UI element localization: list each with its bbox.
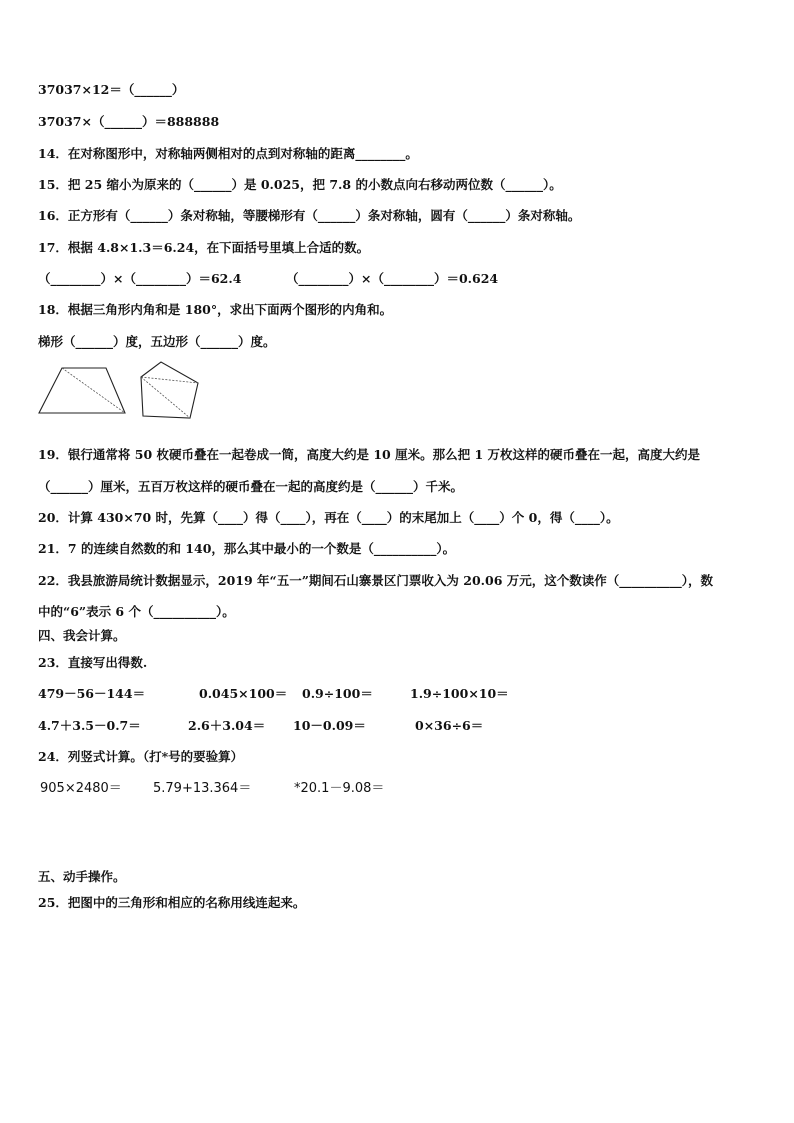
calc-item: 0.9÷100＝ [302,686,373,701]
question-14: 14．在对称图形中，对称轴两侧相对的点到对称轴的距离________。 [38,146,418,161]
question-17: 17．根据 4.8×1.3＝6.24，在下面括号里填上合适的数。 [38,240,370,255]
trapezoid-pentagon-figure [36,356,206,420]
calc-item: 0×36÷6＝ [415,718,484,733]
question-21: 21．7 的连续自然数的和 140，那么其中最小的一个数是（__________）。 [38,541,456,556]
pentagon-shape [141,362,198,418]
question-15: 15．把 25 缩小为原来的（______）是 0.025，把 7.8 的小数点向右移动两位数（______）。 [38,177,562,192]
question-22: 22．我县旅游局统计数据显示，2019 年“五一”期间石山寨景区门票收入为 20.06 万元，这个数读作（__________），数 [38,573,714,588]
question-23: 23．直接写出得数. [38,655,148,670]
line-37037x12: 37037×12＝（______） [38,82,185,97]
line-37037-888888: 37037×（______）＝888888 [38,114,220,129]
question-18: 18．根据三角形内角和是 180°，求出下面两个图形的内角和。 [38,302,393,317]
section-4-heading: 四、我会计算。 [38,628,126,643]
question-19-continued: （______）厘米，五百万枚这样的硬币叠在一起的高度约是（______）千米。 [38,479,464,494]
question-17-part-a: （________）×（________）＝62.4 [38,271,242,286]
calc-item: 4.7＋3.5－0.7＝ [38,718,141,733]
vertical-calc-item: 5.79+13.364＝ [153,781,252,796]
calc-item: 0.045×100＝ [199,686,288,701]
question-19: 19．银行通常将 50 枚硬币叠在一起卷成一筒，高度大约是 10 厘米。那么把 1 万枚这样的硬币叠在一起，高度大约是 [38,447,700,462]
question-25: 25．把图中的三角形和相应的名称用线连起来。 [38,895,306,910]
vertical-calc-item: 905×2480＝ [40,781,122,796]
trapezoid-shape [39,368,125,413]
calc-item: 479－56－144＝ [38,686,146,701]
calc-item: 1.9÷100×10＝ [410,686,509,701]
vertical-calc-item: *20.1－9.08＝ [294,781,385,796]
question-18-answers: 梯形（______）度，五边形（______）度。 [38,334,276,349]
calc-item: 10－0.09＝ [293,718,366,733]
calc-item: 2.6＋3.04＝ [188,718,266,733]
question-17-part-b: （________）×（________）＝0.624 [286,271,499,286]
question-16: 16．正方形有（______）条对称轴，等腰梯形有（______）条对称轴，圆有（______）条对称轴。 [38,208,581,223]
question-22-continued: 中的“6”表示 6 个（__________）。 [38,604,235,619]
question-24: 24．列竖式计算。（打*号的要验算） [38,749,244,764]
question-20: 20．计算 430×70 时，先算（____）得（____），再在（____）的末尾加上（____）个 0，得（____）。 [38,510,619,525]
section-5-heading: 五、动手操作。 [38,869,126,884]
